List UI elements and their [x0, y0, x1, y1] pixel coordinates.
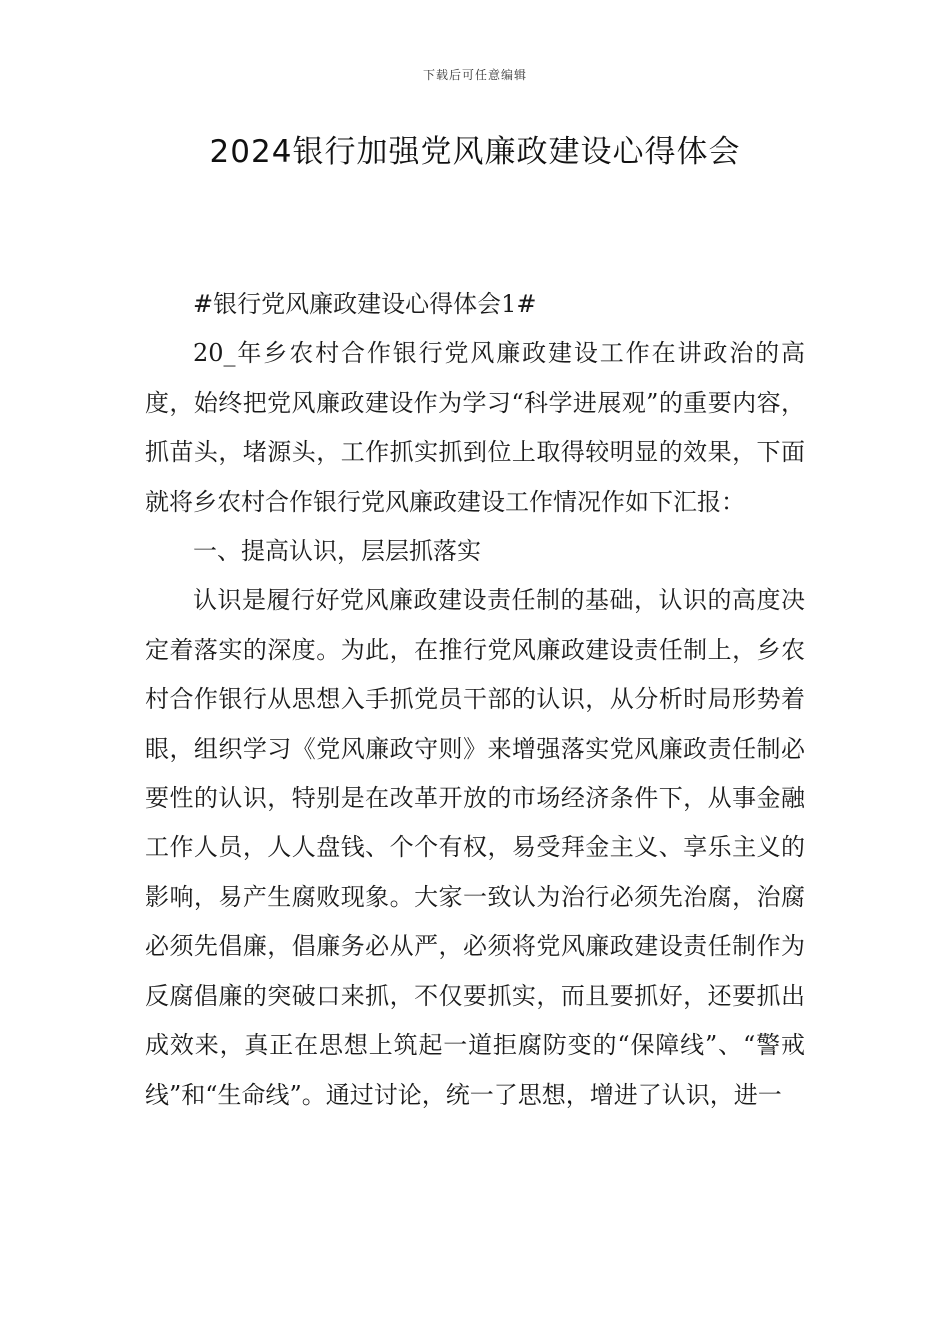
paragraph-body: 认识是履行好党风廉政建设责任制的基础，认识的高度决定着落实的深度。为此，在推行党风廉政建设责任制上，乡农村合作银行从思想入手抓党员干部的认识，从分析时局形势着眼，组织学习《党风廉政守则》来增强落实党风廉政责任制必要性的认识，特别是在改革开放的市场经济条件下，从事金融工作人员，人人盘钱、个个有权，易受拜金主义、享乐主义的影响，易产生腐败现象。大家一致认为治行必须先治腐，治腐必须先倡廉，倡廉务必从严，必须将党风廉政建设责任制作为反腐倡廉的突破口来抓，不仅要抓实，而且要抓好，还要抓出成效来，真正在思想上筑起一道拒腐防变的“保障线”、“警戒线”和“生命线”。通过讨论，统一了思想，增进了认识，进一 — [145, 586, 805, 1109]
paragraph-intro: 20_年乡农村合作银行党风廉政建设工作在讲政治的高度，始终把党风廉政建设作为学习“科学进展观”的重要内容，抓苗头，堵源头，工作抓实抓到位上取得较明显的效果，下面就将乡农村合作银行党风廉政建设工作情况作如下汇报： — [145, 339, 805, 516]
section-heading: #银行党风廉政建设心得体会1# — [193, 290, 537, 318]
subheading: 一、提高认识，层层抓落实 — [193, 537, 481, 566]
header-note: 下载后可任意编辑 — [422, 68, 527, 82]
document-title: 2024银行加强党风廉政建设心得体会 — [209, 134, 741, 170]
document-body — [145, 280, 805, 1120]
